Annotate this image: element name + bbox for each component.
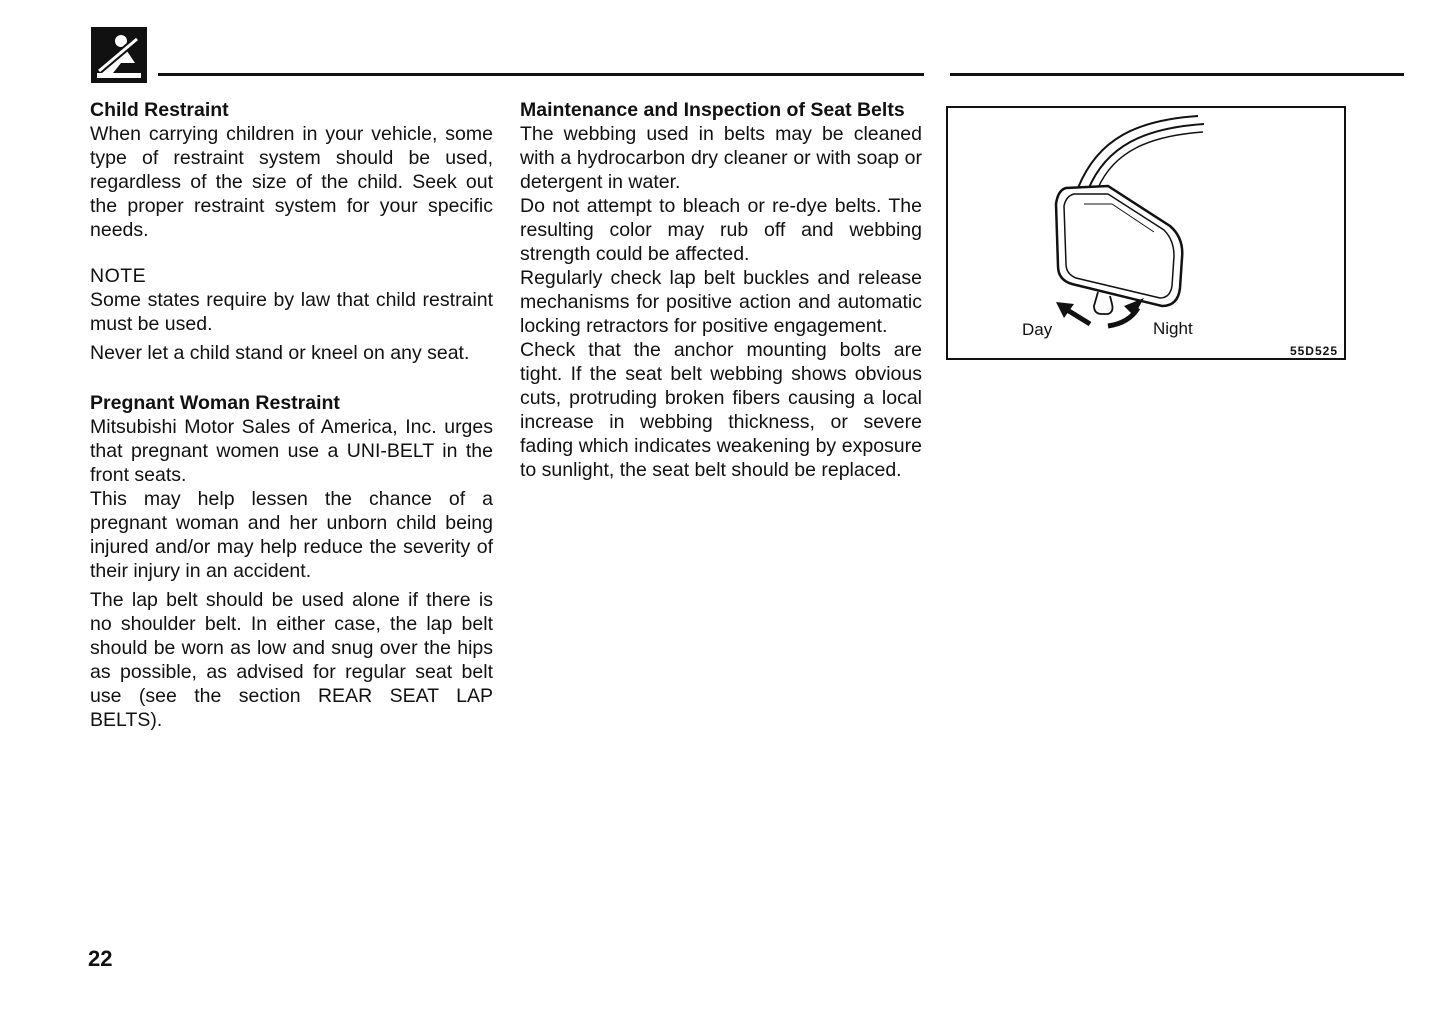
maintenance-para-3: Regularly check lap belt buckles and release mechanisms for positive action and automatic locking retractors for positive engagement.: [520, 267, 922, 337]
child-restraint-heading: Child Restraint: [90, 99, 229, 121]
seatbelt-icon: [91, 27, 147, 83]
mirror-figure: [946, 106, 1346, 360]
maintenance-para-4: Check that the anchor mounting bolts are tight. If the seat belt webbing shows obvious cuts, protruding broken fibers causing a local increase in webbing thickness, or severe fading which indicates weakening by exposure to sunlight, the seat belt should be replaced.: [520, 339, 922, 481]
maintenance-para-1: The webbing used in belts may be cleaned with a hydrocarbon dry cleaner or with soap or detergent in water.: [520, 123, 922, 193]
maintenance-heading: Maintenance and Inspection of Seat Belts: [520, 99, 905, 121]
page-number: 22: [88, 946, 113, 971]
day-label: Day: [1022, 320, 1053, 339]
night-label: Night: [1153, 319, 1193, 338]
note-label: NOTE: [90, 265, 147, 287]
figure-code: 55D525: [1289, 344, 1338, 358]
rearview-mirror-illustration: [948, 108, 1344, 358]
pregnant-restraint-heading: Pregnant Woman Restraint: [90, 392, 340, 414]
header-rule-right: [950, 73, 1404, 76]
pregnant-para-2: This may help lessen the chance of a pregnant woman and her unborn child being injured and/or may help reduce the severity of their injury in an accident.: [90, 488, 493, 582]
left-column: [90, 98, 493, 732]
pregnant-para-3: The lap belt should be used alone if there is no shoulder belt. In either case, the lap belt should be worn as low and snug over the hips as possible, as advised for regular seat belt use (see the section REAR SEAT LAP BELTS).: [90, 589, 493, 731]
pregnant-para-1: Mitsubishi Motor Sales of America, Inc. urges that pregnant women use a UNI-BELT in the front seats.: [90, 416, 493, 486]
middle-column: [520, 98, 922, 482]
child-restraint-body: When carrying children in your vehicle, some type of restraint system should be used, regardless of the size of the child. Seek out the proper restraint system for your specific needs.: [90, 123, 493, 241]
note-para-2: Never let a child stand or kneel on any seat.: [90, 342, 470, 364]
maintenance-para-2: Do not attempt to bleach or re-dye belts. The resulting color may rub off and webbing strength could be affected.: [520, 195, 922, 265]
note-para-1: Some states require by law that child restraint must be used.: [90, 289, 493, 335]
header-rule-left: [158, 73, 924, 76]
